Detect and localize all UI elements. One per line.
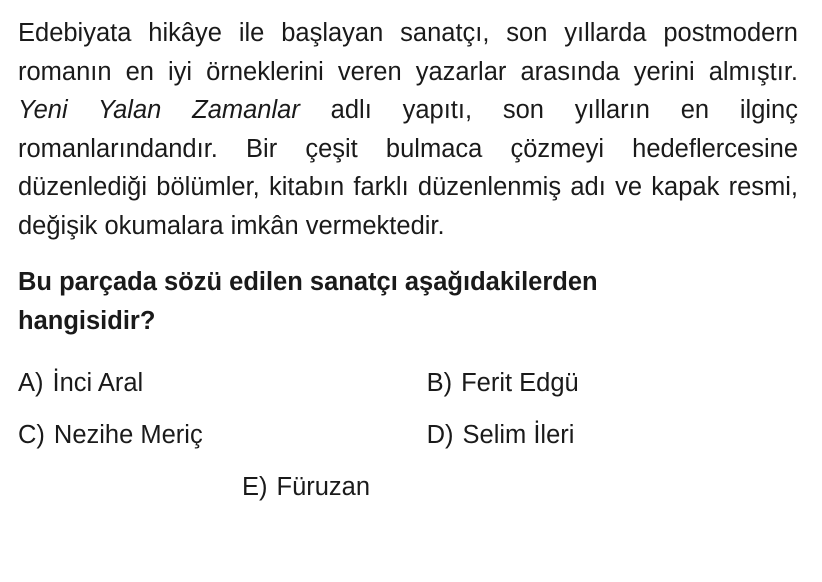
answer-choices <box>18 364 798 506</box>
choice-b-letter: B) <box>426 369 453 397</box>
choice-row-e <box>18 468 798 506</box>
passage-part-2: adlı yapıtı, son yılların en ilginç romanlarındandır. Bir çeşit bulmaca çözmeyi hedeflercesine düzenlediği bölümler, kitabın farklı düzenlenmiş adı ve kapak resmi, değişik okumalara imkân vermektedir. <box>18 96 798 240</box>
choice-e-letter: E) <box>242 473 268 501</box>
choice-d[interactable] <box>427 416 798 454</box>
choice-e-text: Füruzan <box>276 473 371 501</box>
choice-e[interactable] <box>242 468 370 506</box>
book-title: Yeni Yalan Zamanlar <box>18 96 300 124</box>
choice-row-ab <box>18 364 798 402</box>
question-prompt <box>18 263 798 340</box>
question-line-2: hangisidir? <box>18 306 156 335</box>
passage-text <box>18 14 798 245</box>
choice-c-letter: C) <box>18 421 45 449</box>
choice-a-text: İnci Aral <box>52 369 144 397</box>
choice-row-cd <box>18 416 798 454</box>
choice-b[interactable] <box>427 364 798 402</box>
question-line-1: Bu parçada sözü edilen sanatçı aşağıdakilerden <box>18 268 598 296</box>
choice-c-text: Nezihe Meriç <box>53 421 203 449</box>
choice-a-letter: A) <box>18 369 44 397</box>
choice-d-letter: D) <box>426 421 454 449</box>
choice-a[interactable] <box>18 364 427 402</box>
choice-d-text: Selim İleri <box>462 421 575 449</box>
choice-b-text: Ferit Edgü <box>461 369 579 397</box>
passage-part-1: Edebiyata hikâye ile başlayan sanatçı, son yıllarda postmodern romanın en iyi örneklerini veren yazarlar arasında yerini almıştır. <box>18 19 798 86</box>
choice-c[interactable] <box>18 416 427 454</box>
